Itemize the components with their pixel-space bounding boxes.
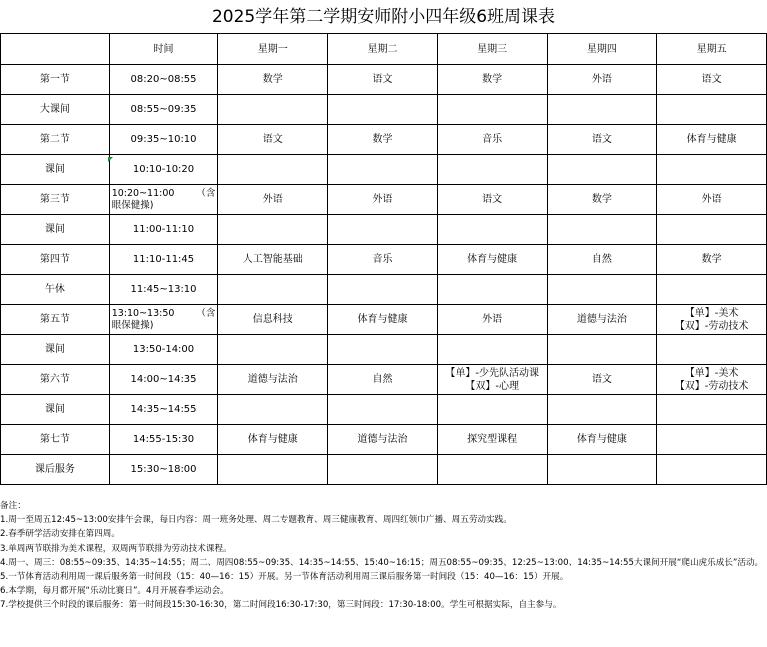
- subject-cell: 语文: [437, 185, 547, 215]
- period-time: 08:55~09:35: [109, 95, 218, 125]
- subject-cell: 体育与健康: [437, 245, 547, 275]
- subject-cell: 语文: [547, 125, 657, 155]
- subject-cell: [328, 335, 438, 365]
- table-row: [1, 245, 767, 275]
- period-label: 第一节: [1, 65, 110, 95]
- note-line: 5.一节体育活动利用周一课后服务第一时间段（15：40—16：15）开展。另一节体育活动利用周三课后服务第一时间段（15：40—16：15）开展。: [0, 572, 569, 583]
- subject-cell: [547, 275, 657, 305]
- period-label: 课间: [1, 215, 110, 245]
- period-label: 第七节: [1, 425, 110, 455]
- subject-cell: [657, 215, 767, 245]
- period-time-note-2: 眼保健操): [111, 199, 154, 211]
- table-row: [1, 425, 767, 455]
- subject-cell: [657, 275, 767, 305]
- subject-cell: [547, 215, 657, 245]
- note-line: 备注：: [0, 501, 26, 511]
- subject-cell: [657, 455, 767, 485]
- subject-cell: [547, 155, 657, 185]
- table-row: [1, 335, 767, 365]
- subject-cell: 道德与法治: [547, 305, 657, 335]
- subject-cell: [547, 95, 657, 125]
- period-time-note-2: 眼保健操): [111, 319, 154, 331]
- header-tuesday: 星期二: [328, 34, 438, 65]
- note-line: 7.学校提供三个时段的课后服务：第一时间段15:30-16:30，第二时间段16:30-17:30，第三时间段：17:30-18:00。学生可根据实际，自主参与。: [0, 600, 562, 611]
- table-row: [1, 155, 767, 185]
- subject-cell: 外语: [328, 185, 438, 215]
- subject-cell: [437, 215, 547, 245]
- period-time: [109, 305, 218, 335]
- subject-cell: [328, 395, 438, 425]
- period-label: 课间: [1, 155, 110, 185]
- subject-cell: 语文: [657, 65, 767, 95]
- period-label: 第三节: [1, 185, 110, 215]
- subject-cell: [547, 395, 657, 425]
- subject-cell: 数学: [657, 245, 767, 275]
- subject-cell: 道德与法治: [328, 425, 438, 455]
- subject-cell: 数学: [328, 125, 438, 155]
- table-row: [1, 365, 767, 395]
- table-row: [1, 185, 767, 215]
- period-time: 08:20~08:55: [109, 65, 218, 95]
- period-time-note: （含: [196, 187, 216, 199]
- period-time-text: 13:10~13:50: [111, 307, 175, 319]
- subject-cell: [547, 455, 657, 485]
- period-time: 15:30~18:00: [109, 455, 218, 485]
- subject-cell: [437, 335, 547, 365]
- subject-cell: 自然: [547, 245, 657, 275]
- table-row: [1, 455, 767, 485]
- subject-cell: 数学: [437, 65, 547, 95]
- subject-cell: [437, 395, 547, 425]
- subject-cell: 体育与健康: [328, 305, 438, 335]
- period-label: 大课间: [1, 95, 110, 125]
- subject-cell: 外语: [218, 185, 328, 215]
- subject-cell: [657, 335, 767, 365]
- period-label: 午休: [1, 275, 110, 305]
- subject-cell: [437, 155, 547, 185]
- subject-cell: [328, 215, 438, 245]
- subject-cell: [328, 155, 438, 185]
- subject-cell: 外语: [547, 65, 657, 95]
- subject-cell: [437, 95, 547, 125]
- subject-cell: [218, 275, 328, 305]
- subject-cell: 外语: [657, 185, 767, 215]
- period-time-text: 10:20~11:00: [111, 187, 175, 199]
- period-time: 11:45~13:10: [109, 275, 218, 305]
- period-label: 课间: [1, 335, 110, 365]
- subject-cell: 语文: [328, 65, 438, 95]
- table-row: [1, 395, 767, 425]
- period-label: 第五节: [1, 305, 110, 335]
- subject-cell: 音乐: [328, 245, 438, 275]
- subject-cell: 语文: [218, 125, 328, 155]
- schedule-table: [0, 33, 767, 485]
- subject-cell: [328, 455, 438, 485]
- header-wednesday: 星期三: [437, 34, 547, 65]
- period-time: 14:55-15:30: [109, 425, 218, 455]
- subject-cell: 自然: [328, 365, 438, 395]
- subject-cell: [328, 275, 438, 305]
- subject-cell: 人工智能基础: [218, 245, 328, 275]
- header-time: 时间: [109, 34, 218, 65]
- subject-cell: [657, 425, 767, 455]
- notes-section: [0, 499, 767, 613]
- cell-comment-marker: [108, 157, 113, 162]
- period-time: 13:50-14:00: [109, 335, 218, 365]
- subject-cell: [328, 95, 438, 125]
- period-label: 第六节: [1, 365, 110, 395]
- period-label: 课后服务: [1, 455, 110, 485]
- header-thursday: 星期四: [547, 34, 657, 65]
- note-line: 4.周一、周三：08:55~09:35、14:35~14:55；周二、周四08:55~09:35、14:35~14:55、15:40~16:15；周五08:55~09:35、12:25~13:00、14:35~14:55大课间开展“爬山虎乐成长”活动。: [0, 557, 764, 568]
- period-time-note: （含: [196, 307, 216, 319]
- period-label: 第二节: [1, 125, 110, 155]
- subject-cell: [657, 395, 767, 425]
- period-label: 课间: [1, 395, 110, 425]
- subject-cell: 数学: [547, 185, 657, 215]
- subject-cell: [218, 95, 328, 125]
- period-time: 14:00~14:35: [109, 365, 218, 395]
- table-row: [1, 215, 767, 245]
- period-time: 10:10-10:20: [109, 155, 218, 185]
- subject-cell: [657, 95, 767, 125]
- header-row: [1, 34, 767, 65]
- subject-cell: [437, 275, 547, 305]
- subject-cell: 体育与健康: [547, 425, 657, 455]
- subject-cell: 外语: [437, 305, 547, 335]
- period-time: 09:35~10:10: [109, 125, 218, 155]
- note-line: 6.本学期，每月都开展“乐动比赛日”。4月开展春季运动会。: [0, 586, 229, 597]
- subject-cell: 道德与法治: [218, 365, 328, 395]
- header-friday: 星期五: [657, 34, 767, 65]
- subject-cell: [437, 455, 547, 485]
- subject-cell: [218, 155, 328, 185]
- subject-cell: 音乐: [437, 125, 547, 155]
- subject-cell: [218, 335, 328, 365]
- period-time: 14:35~14:55: [109, 395, 218, 425]
- note-line: 2.春季研学活动安排在第四周。: [0, 529, 120, 540]
- note-line: 1.周一至周五12:45~13:00安排午会课，每日内容：周一班务处理、周二专题教育、周三健康教育、周四红领巾广播、周五劳动实践。: [0, 515, 512, 526]
- note-line: 3.单周两节联排为美术课程，双周两节联排为劳动技术课程。: [0, 543, 232, 554]
- table-row: [1, 125, 767, 155]
- subject-cell: [657, 155, 767, 185]
- table-row: [1, 275, 767, 305]
- table-row: [1, 95, 767, 125]
- subject-cell: 【单】-美术 【双】-劳动技术: [657, 305, 767, 335]
- header-monday: 星期一: [218, 34, 328, 65]
- subject-cell: 数学: [218, 65, 328, 95]
- period-time: [109, 185, 218, 215]
- period-time: 11:00-11:10: [109, 215, 218, 245]
- subject-cell: [218, 455, 328, 485]
- subject-cell: 【单】-美术 【双】-劳动技术: [657, 365, 767, 395]
- period-time: 11:10-11:45: [109, 245, 218, 275]
- subject-cell: [218, 215, 328, 245]
- subject-cell: 信息科技: [218, 305, 328, 335]
- subject-cell: 体育与健康: [218, 425, 328, 455]
- subject-cell: 体育与健康: [657, 125, 767, 155]
- table-row: [1, 305, 767, 335]
- subject-cell: [218, 395, 328, 425]
- table-row: [1, 65, 767, 95]
- subject-cell: [547, 335, 657, 365]
- subject-cell: 探究型课程: [437, 425, 547, 455]
- period-label: 第四节: [1, 245, 110, 275]
- subject-cell: 语文: [547, 365, 657, 395]
- header-blank-cell: [1, 34, 110, 65]
- subject-cell: 【单】-少先队活动课 【双】-心理: [437, 365, 547, 395]
- page-title: 2025学年第二学期安师附小四年级6班周课表: [211, 7, 556, 27]
